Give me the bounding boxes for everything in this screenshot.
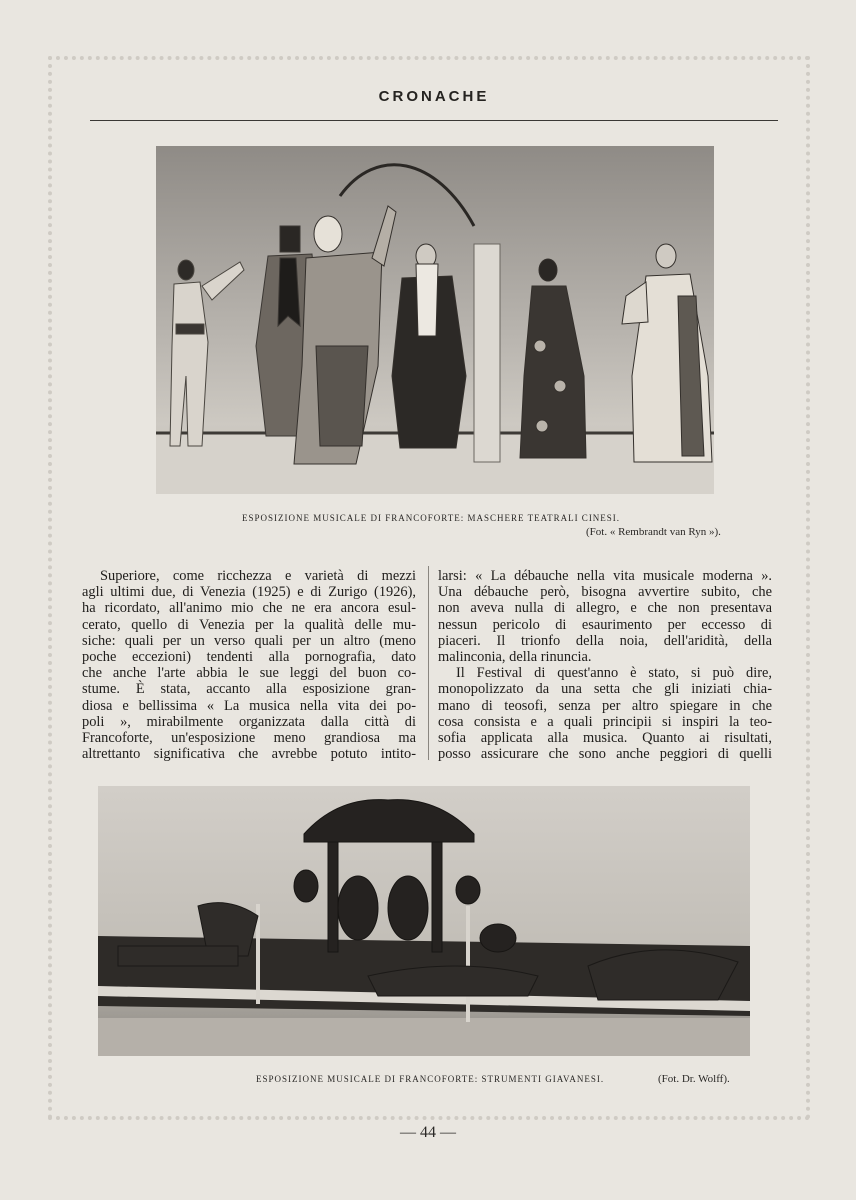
text-line: poli », mirabilmente organizzata dalla città di bbox=[82, 713, 416, 730]
text-line: Il Festival di quest'anno è stato, si può dire, bbox=[456, 665, 772, 682]
text-line: nessun pericolo di esaurimento per eccesso di bbox=[438, 616, 772, 633]
photo-chinese-theatre-masks bbox=[156, 146, 714, 494]
text-column-right bbox=[438, 568, 772, 762]
text-line: che anche l'arte abbia le sue leggi del buon co- bbox=[82, 665, 416, 682]
text-line: diosa e bellissima « La musica nella vita dei po- bbox=[82, 697, 416, 714]
text-column-left bbox=[82, 568, 416, 762]
text-line: mano di teosofi, senza per altro spiegare in che bbox=[438, 697, 772, 714]
text-line: larsi: « La débauche nella vita musicale moderna ». bbox=[438, 568, 772, 584]
text-line: poche eccezioni) tendenti alla pornografia, dato bbox=[82, 649, 416, 666]
column-divider bbox=[428, 566, 429, 760]
text-line: Francoforte, un'esposizione meno grandiosa ma bbox=[82, 730, 416, 747]
text-line: ha ricordato, all'animo mio che ne era ancora esul- bbox=[82, 600, 416, 617]
text-line: sofia applicata alla musica. Quanto ai risultati, bbox=[438, 730, 772, 747]
text-line: posso assicurare che sono anche peggiori di quelli bbox=[438, 746, 772, 763]
text-line: siche: quali per un verso quali per un altro (meno bbox=[82, 632, 416, 649]
text-line: cerato, quello di Venezia per la qualità delle mu- bbox=[82, 616, 416, 633]
text-line: malinconia, della rinuncia. bbox=[438, 649, 592, 666]
text-line: Una débauche però, bisogna avvertire subito, che bbox=[438, 584, 772, 601]
text-line: stume. È stata, accanto alla esposizione gran- bbox=[82, 681, 416, 698]
header-rule bbox=[90, 120, 778, 121]
page-number: — 44 — bbox=[400, 1124, 456, 1141]
text-line: cosa consista e a quali principii si inspiri la teo- bbox=[438, 713, 772, 730]
page-header: CRONACHE bbox=[378, 88, 490, 105]
text-line: altrettanto significativa che avrebbe potuto intito- bbox=[82, 746, 416, 763]
figure-top-caption: ESPOSIZIONE MUSICALE DI FRANCOFORTE: MASCHERE TEATRALI CINESI. bbox=[242, 513, 621, 523]
text-line: Superiore, come ricchezza e varietà di mezzi bbox=[100, 568, 416, 584]
text-line: non aveva nulla di allegro, e che non presentava bbox=[438, 600, 772, 617]
text-line: agli ultimi due, di Venezia (1925) e di Zurigo (1926), bbox=[82, 584, 416, 601]
text-line: piaceri. Il trionfo della noia, dell'aridità, della bbox=[438, 632, 772, 649]
figure-top-credit: (Fot. « Rembrandt van Ryn »). bbox=[586, 526, 721, 538]
figure-bottom-credit: (Fot. Dr. Wolff). bbox=[658, 1073, 730, 1085]
photo-javanese-instruments bbox=[98, 786, 750, 1056]
text-line: monopolizzato da una setta che gli iniziati chia- bbox=[438, 681, 772, 698]
figure-bottom-caption: ESPOSIZIONE MUSICALE DI FRANCOFORTE: STRUMENTI GIAVANESI. bbox=[256, 1074, 605, 1084]
